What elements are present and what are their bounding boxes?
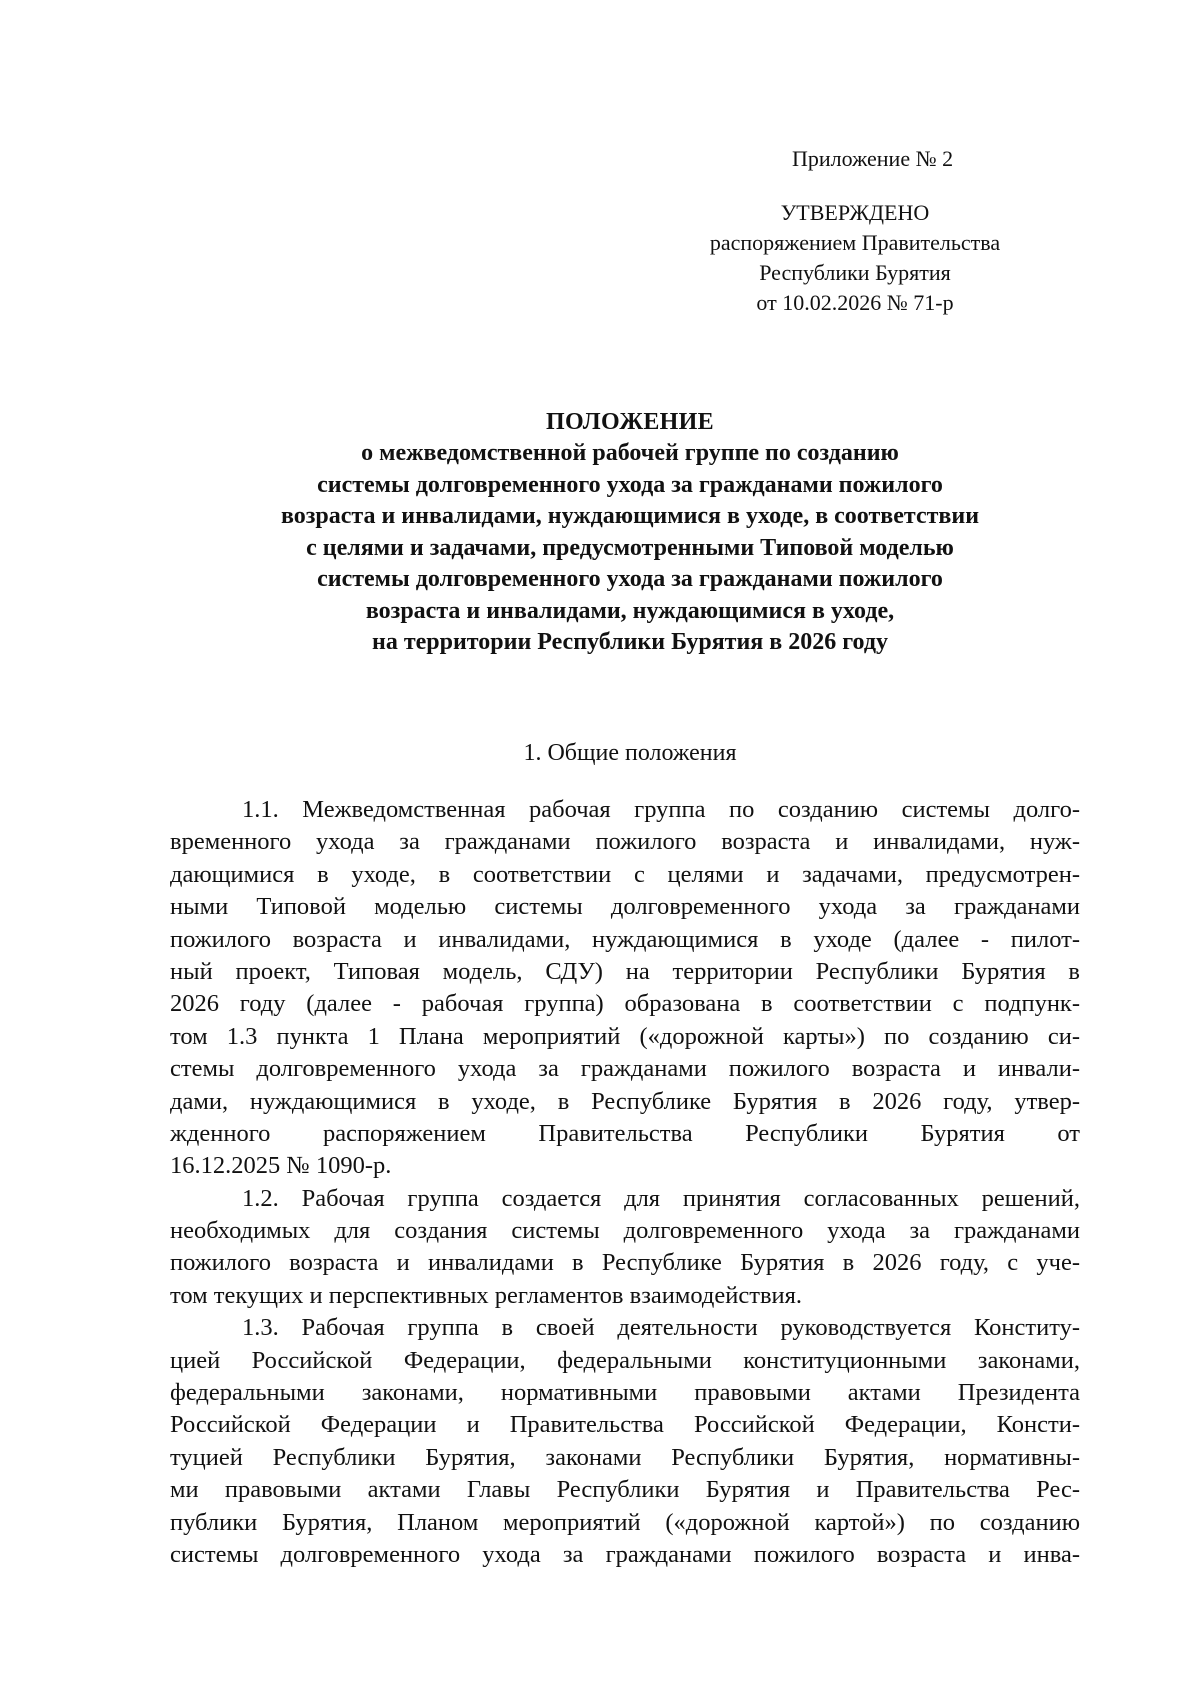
paragraph-line: 1.3. Рабочая группа в своей деятельности руководствуется Конститу-	[242, 1314, 1080, 1342]
paragraph-line: временного ухода за гражданами пожилого возраста и инвалидами, нуж-	[170, 828, 1080, 856]
paragraph-line: Российской Федерации и Правительства Российской Федерации, Консти-	[170, 1411, 1080, 1439]
paragraph-line: туцией Республики Бурятия, законами Республики Бурятия, нормативны-	[170, 1443, 1080, 1471]
appendix-number: Приложение № 2	[792, 146, 954, 171]
paragraph-line: пожилого возраста и инвалидами, нуждающимися в уходе (далее - пилот-	[170, 925, 1080, 953]
paragraph-line: необходимых для создания системы долговременного ухода за гражданами	[170, 1217, 1080, 1245]
title-line: возраста и инвалидами, нуждающимися в уходе, в соответствии	[280, 503, 980, 529]
paragraph-line: 16.12.2025 № 1090-р.	[170, 1152, 392, 1180]
paragraph-line: федеральными законами, нормативными правовыми актами Президента	[170, 1379, 1080, 1407]
title-line: на территории Республики Бурятия в 2026 году	[372, 629, 888, 655]
paragraph-line: цией Российской Федерации, федеральными конституционными законами,	[170, 1346, 1080, 1374]
title-line: системы долговременного ухода за гражданами пожилого	[317, 471, 943, 498]
paragraph-line: пожилого возраста и инвалидами в Республике Бурятия в 2026 году, с уче-	[170, 1249, 1080, 1277]
title-line: системы долговременного ухода за гражданами пожилого	[317, 566, 943, 592]
section-heading: 1. Общие положения	[523, 740, 737, 766]
approval-stamp	[700, 198, 1010, 318]
approval-line-1: распоряжением Правительства	[709, 230, 1001, 255]
title-main: ПОЛОЖЕНИЕ	[546, 409, 714, 435]
paragraph-line: ными Типовой моделью системы долговременного ухода за гражданами	[170, 893, 1080, 921]
title-line: с целями и задачами, предусмотренными Типовой моделью	[306, 534, 954, 561]
paragraph-line: 2026 году (далее - рабочая группа) образована в соответствии с подпунк-	[170, 990, 1080, 1018]
paragraph-line: дающимися в уходе, в соответствии с целями и задачами, предусмотрен-	[170, 860, 1080, 888]
paragraph-line: жденного распоряжением Правительства Республики Бурятия от	[170, 1119, 1080, 1147]
section-body	[170, 794, 1080, 1571]
document-title	[150, 407, 1110, 659]
paragraph-line: стемы долговременного ухода за гражданами пожилого возраста и инвали-	[170, 1055, 1080, 1083]
paragraph-line: системы долговременного ухода за гражданами пожилого возраста и инва-	[170, 1540, 1080, 1568]
approval-line-3: от 10.02.2026 № 71-р	[756, 290, 954, 315]
title-line: возраста и инвалидами, нуждающимися в уходе,	[365, 597, 895, 624]
paragraph-line: публики Бурятия, Планом мероприятий («дорожной картой») по созданию	[170, 1508, 1080, 1536]
title-line: о межведомственной рабочей группе по созданию	[361, 440, 899, 466]
paragraph-line: том 1.3 пункта 1 Плана мероприятий («дорожной карты») по созданию си-	[170, 1022, 1080, 1050]
approval-status: УТВЕРЖДЕНО	[780, 200, 930, 225]
paragraph-line: том текущих и перспективных регламентов взаимодействия.	[170, 1281, 803, 1309]
paragraph-line: дами, нуждающимися в уходе, в Республике Бурятия в 2026 году, утвер-	[170, 1087, 1080, 1115]
paragraph-line: ми правовыми актами Главы Республики Бурятия и Правительства Рес-	[170, 1476, 1080, 1504]
paragraph-line: ный проект, Типовая модель, СДУ) на территории Республики Бурятия в	[170, 957, 1080, 985]
paragraph-line: 1.1. Межведомственная рабочая группа по созданию системы долго-	[242, 796, 1080, 823]
paragraph-line: 1.2. Рабочая группа создается для принятия согласованных решений,	[242, 1184, 1080, 1212]
approval-line-2: Республики Бурятия	[759, 260, 951, 285]
